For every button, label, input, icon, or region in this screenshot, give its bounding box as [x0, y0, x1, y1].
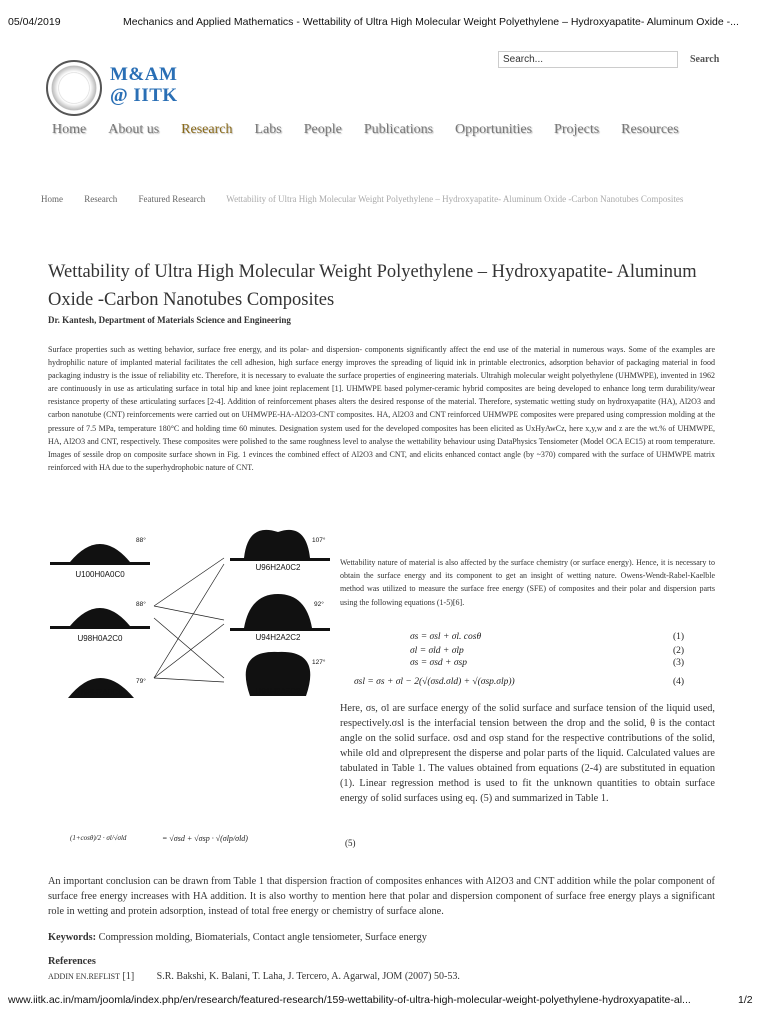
sessile-drop-figure [48, 528, 338, 698]
drop-panel-3 [68, 677, 146, 698]
print-date: 05/04/2019 [8, 16, 61, 28]
iitk-seal-logo[interactable] [46, 60, 102, 116]
nav-publications[interactable]: Publications [363, 122, 434, 137]
comparison-arrows [154, 558, 224, 682]
references-heading: References [48, 956, 96, 967]
breadcrumb-research[interactable]: Research [84, 194, 118, 204]
drop-1-label: U100H0A0C0 [75, 570, 125, 579]
drop-2-label: U98H0A2C0 [77, 634, 123, 643]
page-title: Wettability of Ultra High Molecular Weight Polyethylene – Hydroxyapatite- Aluminum Oxide -Carbon Nanotubes Composites [48, 262, 697, 310]
drop-4-label: U96H2A0C2 [255, 563, 301, 572]
variables-paragraph-text: Here, σs, σl are surface energy of the solid surface and surface tension of the liquid used, respectively.σsl is the interfacial tension between the drop and the solid, θ is the contact angle on the solid surface. σsd and σsp stand for the respective contributions of the solid, while σld and σlprepresent the disperse and polar parts of the liquid. Calculated values are tabulated in Table 1. The values obtained from equations (2-4) are substituted in equation (1). Linear regression method is used to fit the unknown quantities to obtain surface energy of solid surfaces using eq. (5) and summarized in Table 1. [340, 703, 715, 804]
logo-line2: @ IITK [110, 85, 178, 106]
print-title: Mechanics and Applied Mathematics - Wettability of Ultra High Molecular Weight Polyethylene – Hydroxyapatite- Aluminum Oxide -... [123, 16, 739, 28]
intro-paragraph: Surface properties such as wetting behavior, surface free energy, and its polar- and dispersion- components significantly affect the end use of the material in numerous ways. Some of the examples are hydrophilic nature of implanted material facilitates the cell adhesion, high surface energy improves the spreading of liquid ink in printable electronics, adsorption behavior of packaging material in food packaging industry is the issue of reliability etc. Therefore, it is necessary to evaluate the surface properties of engineering materials. Ultrahigh molecular weight polyethylene (UHMWPE), invented in 1962 are continuously in use as articulating surface in total hip and knee joint replacement [1]. UHMWPE based polymer-ceramic hybrid composites are being developed to enhance long term durability/wear resistance property of these articulating surfaces [2-4]. Addition of reinforcement phases alters the desired response of the material. Therefore, systematic wetting study on hydroxyapatite (HA), Al2O3 and carbon nanotube (CNT) reinforcements were carried out on UHMWPE-HA-Al2O3-CNT composites. HA, Al2O3 and CNT reinforced UHMWPE composites were prepared using compression molding at the pressure of 7.5 MPa, temperature 180°C and holding time 60 minutes. Designation system used for the developed composites has been elicited as UxHyAwCz, here x,y,w and z are the wt.% of UHMWPE, HA, Al2O3 and CNT, respectively. These composites were polished to the same roughness level to analyse the wettability behaviour using DataPhysics Tensiometer (Model OCA EC15) at room temperature. Images of sessile drop on composite surface shown in Fig. 1 evinces the combined effect of Al2O3 and CNT, and elicits enhanced contact angle (by ~370) compared with the surface of UHMWPE matrix reinforced with HA due to the superhydrophobic nature of CNT. [48, 345, 715, 472]
reference-1-text: S.R. Bakshi, K. Balani, T. Laha, J. Tercero, A. Agarwal, JOM (2007) 50-53. [156, 971, 460, 982]
drop-6-label: U91H2A5C2 [255, 687, 301, 696]
equation-3: σs = σsd + σsp [410, 658, 467, 668]
drop-6-angle: 127° [312, 659, 326, 666]
print-footer-url: www.iitk.ac.in/mam/joomla/index.php/en/research/featured-research/159-wettability-of-ultra-high-molecular-weight-polyethylene-hydroxyapatite-al... [8, 994, 691, 1006]
equation-4: σsl = σs + σl − 2(√(σsd.σld) + √(σsp.σlp)) [354, 677, 515, 687]
logo-line1: M&AM [110, 64, 178, 85]
nav-home[interactable]: Home [52, 122, 87, 137]
equation-5-number: (5) [345, 838, 356, 848]
equation-1: σs = σsl + σl. cosθ [410, 632, 482, 642]
conclusion-paragraph: An important conclusion can be drawn from Table 1 that dispersion fraction of composites enhances with Al2O3 and CNT addition while the polar component of surface free energy increases with HA addition. It is also worthy to mention here that polar and dispersion component of surface free energy plays a significant role in wetting and protein adsorption, instead of total free energy or chemistry of surface alone. [48, 876, 715, 917]
drop-panel-4 [230, 530, 330, 572]
reference-1 [48, 971, 460, 982]
reference-1-number: [1] [122, 971, 135, 982]
drop-2-angle: 88° [136, 601, 146, 608]
equation-4-number: (4) [673, 677, 685, 687]
nav-opportunities[interactable]: Opportunities [455, 122, 533, 137]
breadcrumb [41, 194, 702, 204]
surface-energy-paragraph: Wettability nature of material is also affected by the surface chemistry (or surface energy). Hence, it is necessary to obtain the surface energy and its component to get an insight of wetting nature. Owens-Wendt-Rabel-Kaelble method was utilized to measure the surface free energy (SFE) of composites and their polar and dispersion parts using the following equations (1-5)[6]. [340, 558, 715, 607]
drop-4-angle: 107° [312, 537, 326, 544]
nav-research[interactable]: Research [181, 122, 233, 137]
breadcrumb-home[interactable]: Home [41, 194, 63, 204]
drop-panel-5 [230, 594, 330, 642]
reference-1-tag: ADDIN EN.REFLIST [48, 972, 120, 981]
main-nav [52, 122, 701, 138]
breadcrumb-featured-research[interactable]: Featured Research [138, 194, 206, 204]
drop-panel-1 [50, 534, 150, 579]
drop-panel-6 [246, 652, 326, 696]
drop-3-label: U98H2A0C0 [77, 688, 123, 697]
breadcrumb-current: Wettability of Ultra High Molecular Weight Polyethylene – Hydroxyapatite- Aluminum Oxide -Carbon Nanotubes Composites [226, 194, 684, 204]
equation-2: σl = σld + σlp [410, 646, 464, 656]
drop-5-angle: 92° [314, 601, 324, 608]
equation-1-number: (1) [673, 632, 685, 642]
search-button[interactable]: Search [690, 54, 720, 65]
equation-2-number: (2) [673, 646, 685, 656]
drop-panel-2 [50, 600, 150, 643]
equation-3-number: (3) [673, 658, 685, 668]
drop-5-label: U94H2A2C2 [255, 633, 301, 642]
keywords-list: Compression molding, Biomaterials, Contact angle tensiometer, Surface energy [98, 932, 427, 943]
keywords [48, 932, 427, 943]
nav-projects[interactable]: Projects [554, 122, 600, 137]
drop-3-angle: 79° [136, 678, 146, 685]
keywords-label: Keywords: [48, 932, 97, 943]
print-header [0, 0, 768, 36]
article-author: Dr. Kantesh, Department of Materials Science and Engineering [48, 315, 291, 325]
nav-about-us[interactable]: About us [108, 122, 160, 137]
site-logo[interactable] [110, 64, 178, 106]
print-footer-page: 1/2 [738, 994, 753, 1006]
variables-paragraph [48, 701, 715, 806]
equation-5-lhs: (1+cosθ)/2 · σl/√σld [70, 834, 127, 842]
equation-5-rhs: = √σsd + √σsp · √(σlp/σld) [162, 834, 248, 843]
search-input[interactable]: Search... [498, 51, 678, 68]
nav-people[interactable]: People [303, 122, 342, 137]
nav-resources[interactable]: Resources [621, 122, 679, 137]
drop-1-angle: 88° [136, 537, 146, 544]
nav-labs[interactable]: Labs [254, 122, 282, 137]
